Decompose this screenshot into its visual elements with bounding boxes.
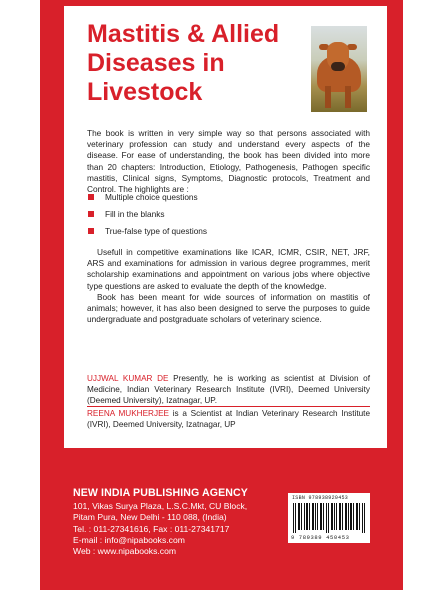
list-item: Multiple choice questions — [87, 192, 370, 203]
highlights-list — [87, 192, 370, 243]
publisher-web: Web : www.nipabooks.com — [73, 546, 177, 557]
author-divider — [87, 406, 370, 407]
useful-paragraph: Usefull in competitive examinations like ICAR, ICMR, CSIR, NET, JRF, ARS and examinations for admission in various degree programmes, merit scholarship examinations and appointment on various jobs where objective type questions are asked to evaluate the depth of the knowledge. — [87, 247, 370, 291]
bullet-square-icon — [88, 211, 94, 217]
author-1-bio: UJJWAL KUMAR DE Presently, he is working as scientist at Division of Medicine, Indian Veterinary Research Institute (IVRI), Deemed University (Deemed University), Izatnagar, UP. — [87, 374, 370, 406]
bullet-square-icon — [88, 194, 94, 200]
intro-paragraph: The book is written in very simple way so that persons associated with veterinary profession can study and understand every aspects of the disease. For ease of understanding, the book has been divided into more than 20 chapters: Introduction, Etiology, Pathogenesis, Pathogen specific mastitis, Clinical signs, Symptoms, Diagnostic protocols, Treatment and Control. The highlights are : — [87, 128, 370, 195]
publisher-address-1: 101, Vikas Surya Plaza, L.S.C.Mkt, CU Block, — [73, 501, 248, 512]
cow-photo — [311, 26, 367, 112]
author-1-name: UJJWAL KUMAR DE — [87, 374, 169, 383]
cow-leg-left — [325, 86, 331, 108]
bullet-square-icon — [88, 228, 94, 234]
publisher-name: NEW INDIA PUBLISHING AGENCY — [73, 487, 248, 499]
list-item: True-false type of questions — [87, 226, 370, 237]
barcode-bars-icon — [292, 503, 366, 533]
publisher-phone: Tel. : 011-27341616, Fax : 011-27341717 — [73, 523, 230, 534]
cow-muzzle — [331, 62, 345, 71]
publisher-address-2: Pitam Pura, New Delhi - 110 088, (India) — [73, 512, 227, 523]
publisher-email: E-mail : info@nipabooks.com — [73, 534, 185, 545]
content-panel — [64, 6, 387, 448]
publisher-info — [73, 488, 283, 557]
purpose-paragraph: Book has been meant for wide sources of information on mastitis of animals; however, it has also been designed to serve the purposes to guide undergraduate and postgraduate scholars of veterinary science. — [87, 292, 370, 325]
book-title: Mastitis & Allied Diseases in Livestock — [87, 20, 280, 106]
author-2-bio: REENA MUKHERJEE is a Scientist at Indian Veterinary Research Institute (IVRI), Deemed University, Izatnagar, UP — [87, 409, 370, 430]
cow-leg-right — [345, 86, 351, 108]
isbn-label: ISBN 978938920453 — [292, 495, 349, 501]
list-item: Fill in the blanks — [87, 209, 370, 220]
barcode-digits: 9 789389 450453 — [291, 534, 350, 541]
barcode — [288, 493, 370, 543]
author-2-name: REENA MUKHERJEE — [87, 409, 169, 418]
